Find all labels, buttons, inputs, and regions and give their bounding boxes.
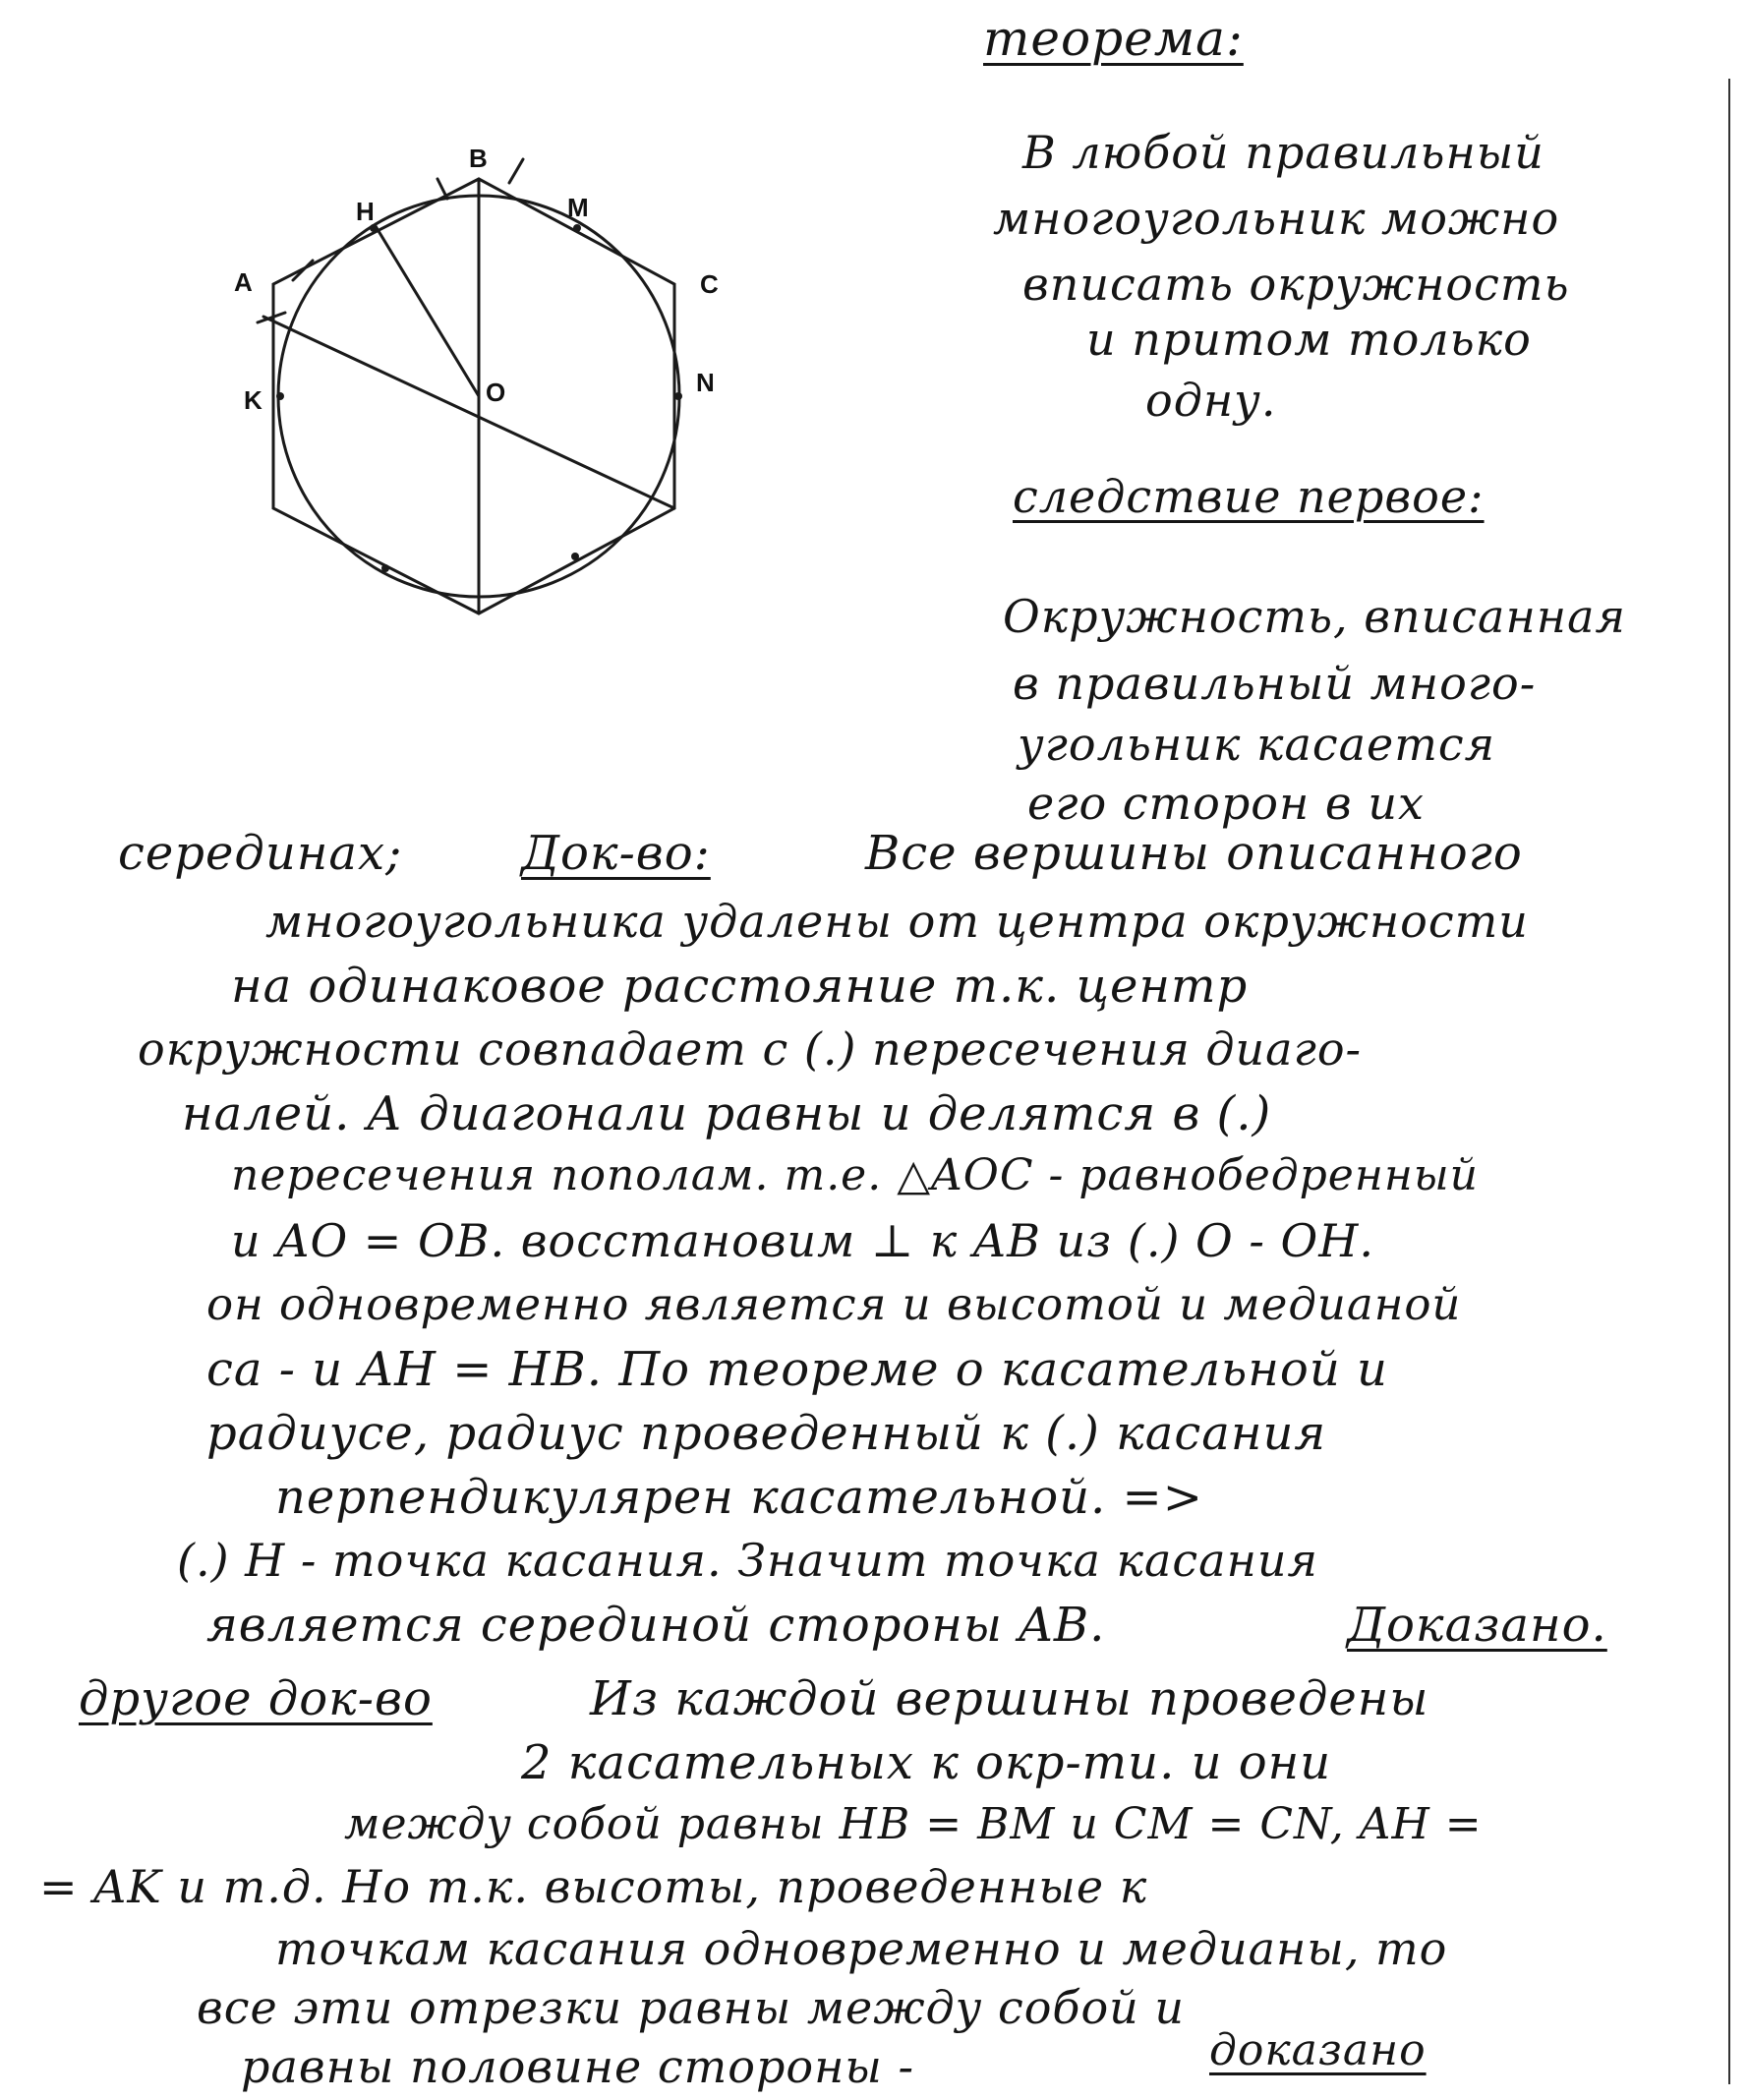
body-line: Доказано. xyxy=(1347,1598,1607,1653)
body-line: и AO = OB. восстановим ⊥ к AB из (.) O - OH. xyxy=(231,1214,1374,1267)
label-H: H xyxy=(356,197,375,226)
label-N: N xyxy=(696,368,715,397)
other-proof-line: Из каждой вершины проведены xyxy=(590,1671,1429,1726)
body-line: Все вершины описанного xyxy=(865,826,1523,881)
page-edge-line xyxy=(1728,79,1730,2084)
body-line: многоугольника удалены от центра окружности xyxy=(265,895,1529,948)
other-proof-line: = AK и т.д. Но т.к. высоты, проведенные к xyxy=(39,1860,1148,1913)
other-proof-line: точкам касания одновременно и медианы, то xyxy=(275,1922,1448,1975)
body-line: окружности совпадает с (.) пересечения диаго- xyxy=(138,1022,1363,1076)
theorem-line: одну. xyxy=(1145,374,1277,427)
other-proof-line: равны половине стороны - xyxy=(241,2040,915,2093)
label-B: B xyxy=(469,144,488,173)
label-O: O xyxy=(486,378,506,407)
body-line: он одновременно является и высотой и медианой xyxy=(206,1278,1462,1330)
corollary-line: угольник касается xyxy=(1018,718,1496,771)
label-M: M xyxy=(567,193,589,222)
body-line: перпендикулярен касательной. => xyxy=(275,1470,1203,1525)
body-line: серединах; xyxy=(118,826,403,881)
theorem-line: и притом только xyxy=(1086,313,1532,366)
corollary-line: его сторон в их xyxy=(1027,777,1425,830)
theorem-title: теорема: xyxy=(983,10,1244,67)
other-proof-line: 2 касательных к окр-ти. и они xyxy=(521,1735,1332,1790)
hexagon xyxy=(273,179,674,613)
body-line: является серединой стороны AB. xyxy=(206,1598,1106,1653)
theorem-line: вписать окружность xyxy=(1022,258,1570,311)
corollary-title: следствие первое: xyxy=(1013,470,1485,523)
other-proof-line: между собой равны HB = BM и CM = CN, AH = xyxy=(344,1799,1483,1849)
corollary-line: Окружность, вписанная xyxy=(1003,590,1626,643)
body-line: на одинаковое расстояние т.к. центр xyxy=(231,959,1249,1014)
label-A: A xyxy=(234,267,253,297)
other-proof-line: все эти отрезки равны между собой и xyxy=(197,1981,1186,2034)
theorem-line: многоугольник можно xyxy=(993,192,1560,245)
body-line: (.) H - точка касания. Значит точка касания xyxy=(177,1534,1318,1587)
proof-title: Док-во: xyxy=(521,826,711,881)
body-line: налей. А диагонали равны и делятся в (.) xyxy=(182,1086,1272,1141)
other-proof-title: другое док-во xyxy=(79,1671,433,1726)
body-line: са - и AH = HB. По теореме о касательной и xyxy=(206,1342,1388,1397)
body-line: пересечения пополам. т.е. △AOC - равнобедренный xyxy=(231,1150,1479,1200)
final-proved: доказано xyxy=(1209,2025,1427,2075)
corollary-line: в правильный много- xyxy=(1013,657,1537,710)
label-C: C xyxy=(700,269,719,299)
body-line: радиусе, радиус проведенный к (.) касания xyxy=(206,1406,1327,1461)
theorem-line: В любой правильный xyxy=(1022,126,1544,179)
label-K: K xyxy=(244,385,262,415)
